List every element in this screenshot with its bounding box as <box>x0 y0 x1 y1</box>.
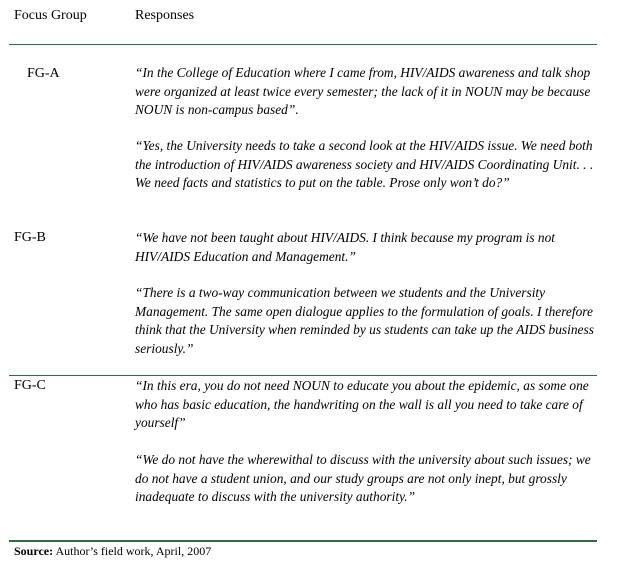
group-label-fg-a: FG-A <box>27 66 60 81</box>
response-fg-b-1: “We have not been taught about HIV/AIDS. I think because my program is not HIV/AIDS Education and Management.” <box>135 230 555 264</box>
response-fg-a-1: “In the College of Education where I came from, HIV/AIDS awareness and talk shop were organized at least twice every semester; the lack of it in NOUN may be because NOUN is non-campus based”. <box>135 65 591 117</box>
source-label: Source: <box>14 544 54 558</box>
header-focus-group: Focus Group <box>14 8 87 23</box>
bottom-rule <box>9 540 597 542</box>
group-label-fg-c: FG-C <box>14 378 46 393</box>
response-fg-a-2: “Yes, the University needs to take a second look at the HIV/AIDS issue. We need both the introduction of HIV/AIDS awareness society and HIV/AIDS Coordinating Unit. . . We need facts and statistics to put on the table. Prose only won’t do?” <box>135 138 594 190</box>
header-responses: Responses <box>135 8 195 23</box>
source-text: Author’s field work, April, 2007 <box>53 544 212 558</box>
header-rule <box>9 44 597 45</box>
source-note <box>14 544 211 559</box>
row-rule <box>9 375 597 376</box>
response-fg-b-2: “There is a two-way communication between we students and the University Management. The same open dialogue applies to the formulation of goals. I therefore think that the University when reminded by us students can take up the AIDS business seriously.” <box>135 285 594 356</box>
response-fg-c-1: “In this era, you do not need NOUN to educate you about the epidemic, as some one who has basic education, the handwriting on the wall is all you need to take care of yourself” <box>135 378 589 430</box>
response-fg-c-2: “We do not have the wherewithal to discuss with the university about such issues; we do not have a student union, and our study groups are not only inept, but grossly inadequate to discuss with the university authority.” <box>135 452 591 504</box>
group-label-fg-b: FG-B <box>14 230 46 245</box>
